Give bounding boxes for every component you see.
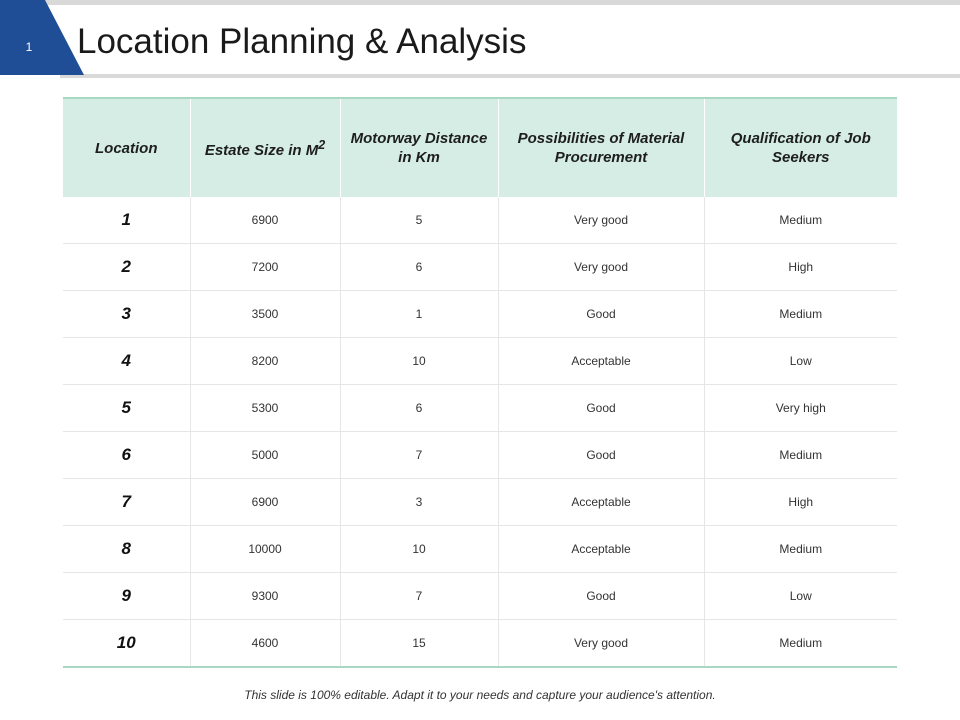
table-row	[63, 432, 897, 479]
cell-procurement: Good	[498, 291, 704, 338]
cell-location: 6	[63, 432, 190, 479]
cell-location: 3	[63, 291, 190, 338]
cell-estate-size: 5000	[190, 432, 340, 479]
table-row	[63, 338, 897, 385]
cell-location: 8	[63, 526, 190, 573]
cell-procurement: Very good	[498, 244, 704, 291]
cell-location: 10	[63, 620, 190, 668]
cell-motorway-distance: 6	[340, 385, 498, 432]
cell-estate-size: 9300	[190, 573, 340, 620]
footer-note: This slide is 100% editable. Adapt it to your needs and capture your audience's attention.	[244, 688, 716, 702]
cell-procurement: Acceptable	[498, 338, 704, 385]
cell-estate-size: 3500	[190, 291, 340, 338]
cell-motorway-distance: 7	[340, 432, 498, 479]
slide-title: Location Planning & Analysis	[77, 22, 527, 61]
cell-procurement: Good	[498, 573, 704, 620]
cell-procurement: Acceptable	[498, 526, 704, 573]
cell-estate-size: 10000	[190, 526, 340, 573]
header-estate-size-text: Estate Size in M	[204, 142, 319, 159]
cell-estate-size: 6900	[190, 479, 340, 526]
cell-qualification: Medium	[704, 291, 897, 338]
table-row	[63, 479, 897, 526]
cell-motorway-distance: 6	[340, 244, 498, 291]
cell-qualification: Low	[704, 338, 897, 385]
table-header-row	[63, 98, 897, 197]
cell-qualification: Medium	[704, 432, 897, 479]
cell-procurement: Very good	[498, 197, 704, 244]
table-row	[63, 197, 897, 244]
slide-number-tab	[0, 0, 84, 75]
location-table	[63, 97, 897, 668]
cell-motorway-distance: 7	[340, 573, 498, 620]
table-row	[63, 526, 897, 573]
cell-procurement: Acceptable	[498, 479, 704, 526]
cell-estate-size: 6900	[190, 197, 340, 244]
cell-estate-size: 5300	[190, 385, 340, 432]
cell-estate-size: 8200	[190, 338, 340, 385]
header-qualification: Qualification of Job Seekers	[704, 98, 897, 197]
cell-location: 5	[63, 385, 190, 432]
header-motorway-distance: Motorway Distance in Km	[340, 98, 498, 197]
table-row	[63, 385, 897, 432]
table-row	[63, 620, 897, 668]
cell-motorway-distance: 5	[340, 197, 498, 244]
cell-location: 1	[63, 197, 190, 244]
cell-location: 7	[63, 479, 190, 526]
cell-qualification: High	[704, 244, 897, 291]
cell-qualification: Low	[704, 573, 897, 620]
top-divider	[0, 0, 960, 5]
cell-motorway-distance: 10	[340, 338, 498, 385]
table-row	[63, 573, 897, 620]
cell-procurement: Very good	[498, 620, 704, 668]
cell-procurement: Good	[498, 432, 704, 479]
header-location: Location	[63, 98, 190, 197]
cell-qualification: Medium	[704, 197, 897, 244]
cell-qualification: Medium	[704, 526, 897, 573]
title-underline	[60, 74, 960, 78]
table-row	[63, 291, 897, 338]
slide-number: 1	[25, 40, 33, 54]
cell-estate-size: 4600	[190, 620, 340, 668]
cell-motorway-distance: 15	[340, 620, 498, 668]
cell-qualification: Medium	[704, 620, 897, 668]
table-row	[63, 244, 897, 291]
header-estate-size	[190, 98, 340, 197]
cell-qualification: Very high	[704, 385, 897, 432]
cell-location: 9	[63, 573, 190, 620]
cell-procurement: Good	[498, 385, 704, 432]
cell-motorway-distance: 10	[340, 526, 498, 573]
cell-estate-size: 7200	[190, 244, 340, 291]
cell-location: 2	[63, 244, 190, 291]
cell-motorway-distance: 1	[340, 291, 498, 338]
slide-tab-shape	[0, 0, 84, 75]
header-procurement: Possibilities of Material Procurement	[498, 98, 704, 197]
header-estate-size-sup: 2	[318, 138, 326, 152]
cell-motorway-distance: 3	[340, 479, 498, 526]
cell-qualification: High	[704, 479, 897, 526]
cell-location: 4	[63, 338, 190, 385]
